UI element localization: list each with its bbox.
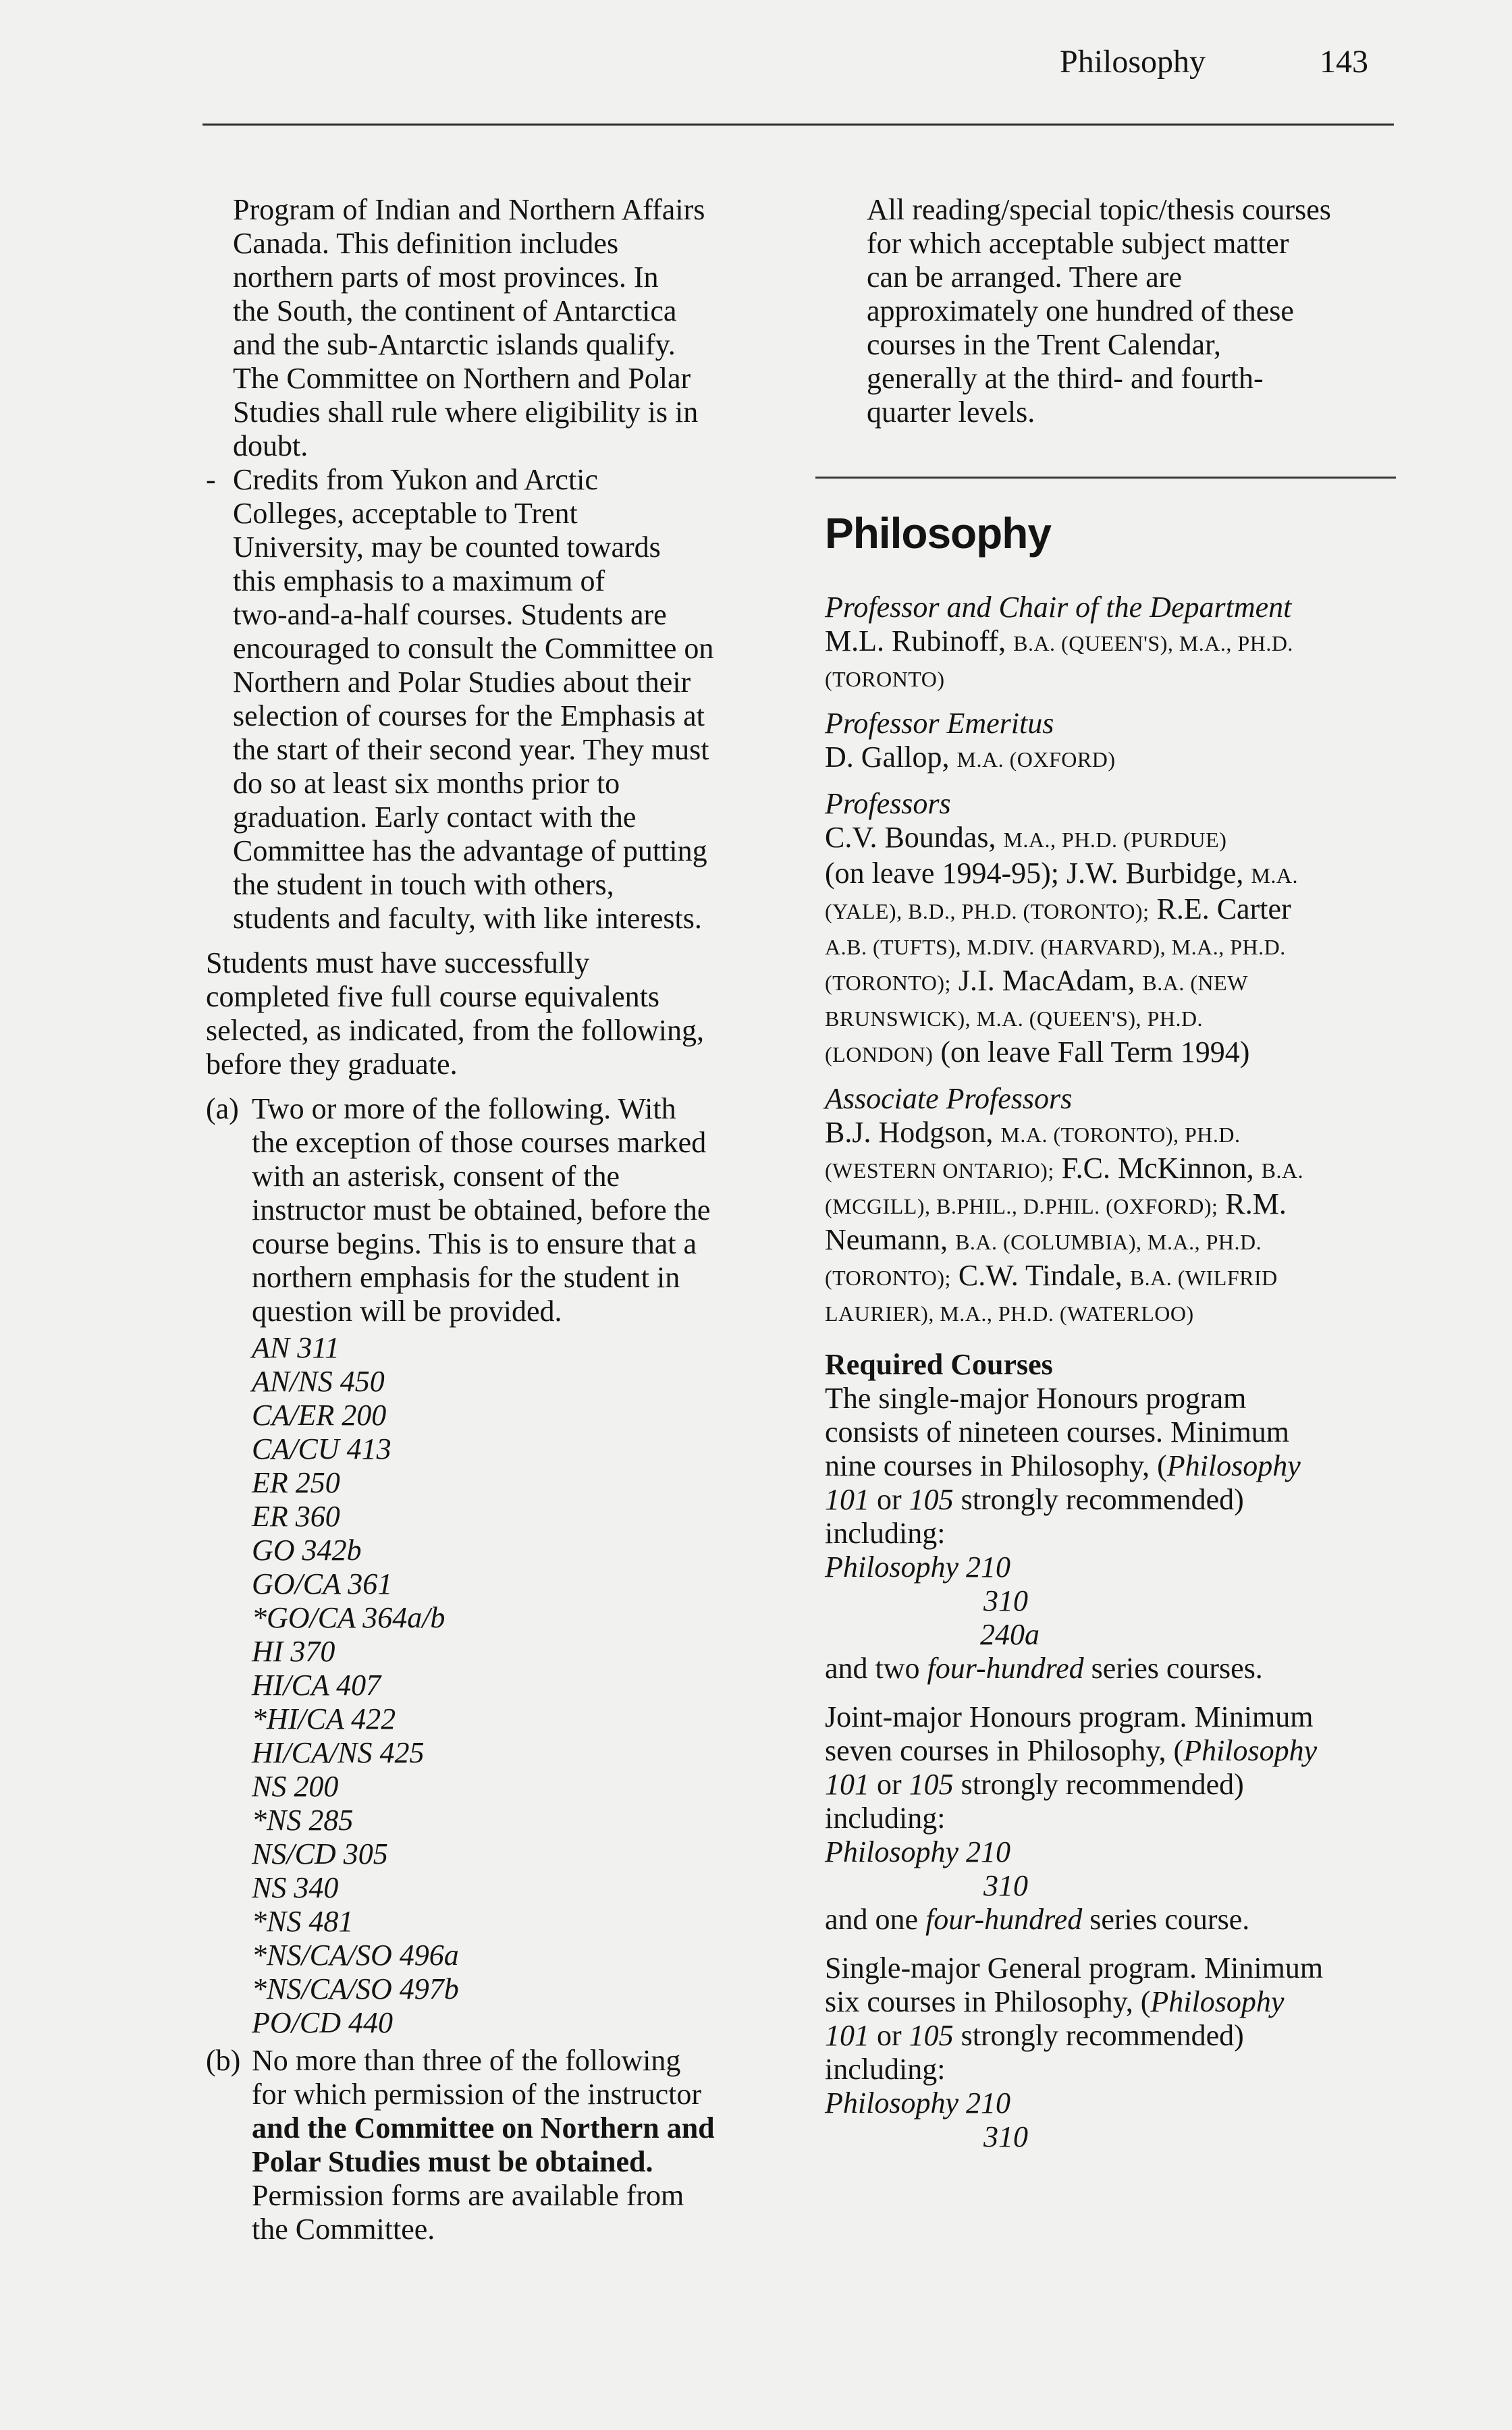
degree: (WESTERN ONTARIO); <box>825 1158 1054 1183</box>
course-code: *NS 481 <box>252 1905 354 1938</box>
faculty-line <box>825 1295 1392 1330</box>
text-line: selection of courses for the Emphasis at <box>233 699 705 732</box>
text-line: graduation. Early contact with the <box>233 801 637 834</box>
running-header-title: Philosophy <box>1060 44 1206 80</box>
text-line: 101 or 105 strongly recommended) <box>825 1768 1244 1801</box>
course-code: *NS/CA/SO 497b <box>252 1972 459 2005</box>
text-line: courses in the Trent Calendar, <box>867 328 1221 361</box>
text-line: before they graduate. <box>206 1048 458 1081</box>
text-line: and the Committee on Northern and <box>252 2111 715 2144</box>
text-line: completed five full course equivalents <box>206 980 659 1013</box>
text-line: Committee has the advantage of putting <box>233 834 707 867</box>
text-line: seven courses in Philosophy, (Philosophy <box>825 1734 1318 1767</box>
text-line: 101 or 105 strongly recommended) <box>825 1483 1244 1516</box>
text-line: doubt. <box>233 429 308 462</box>
text-line: the exception of those courses marked <box>252 1126 707 1159</box>
text-line: University, may be counted towards <box>233 531 661 564</box>
course-code: HI 370 <box>252 1635 335 1668</box>
degree: A.B. (TUFTS), M.DIV. (HARVARD), M.A., PH.D. <box>825 935 1286 959</box>
faculty-line <box>825 892 1392 928</box>
degree: (YALE), B.D., PH.D. (TORONTO); <box>825 899 1150 923</box>
degree: B.A. <box>1261 1158 1304 1183</box>
rank-heading: Associate Professors <box>825 1082 1073 1115</box>
rank-heading: Professor Emeritus <box>825 707 1054 740</box>
text-line: consists of nineteen courses. Minimum <box>825 1415 1290 1449</box>
item-b <box>206 2044 786 2246</box>
faculty-line <box>825 964 1392 1000</box>
text-line: this emphasis to a maximum of <box>233 564 605 597</box>
degree: B.A. (QUEEN'S), M.A., PH.D. <box>1013 631 1293 655</box>
course-list <box>252 1331 786 2040</box>
degree: (TORONTO); <box>825 971 951 995</box>
faculty-name: J.I. MacAdam, <box>958 964 1135 997</box>
text-line: Colleges, acceptable to Trent <box>233 497 578 530</box>
course-line: Philosophy 210 <box>825 2086 1010 2120</box>
joint-major-honours <box>825 1700 1392 1937</box>
course-code: *NS/CA/SO 496a <box>252 1939 459 1972</box>
degree: (LONDON) <box>825 1042 934 1066</box>
degree: B.A. (WILFRID <box>1129 1266 1278 1290</box>
course-code: AN/NS 450 <box>252 1365 385 1398</box>
left-column <box>206 193 786 2246</box>
course-line: 310 <box>983 1584 1028 1617</box>
single-major-honours <box>825 1382 1392 1685</box>
faculty-line <box>825 1259 1392 1295</box>
degree: B.A. (COLUMBIA), M.A., PH.D. <box>955 1230 1262 1254</box>
faculty-name: F.C. McKinnon, <box>1061 1152 1254 1185</box>
course-line: Philosophy 210 <box>825 1835 1010 1868</box>
text-line: with an asterisk, consent of the <box>252 1160 620 1193</box>
text-line: Credits from Yukon and Arctic <box>233 463 598 496</box>
text-line: approximately one hundred of these <box>867 294 1294 327</box>
requirements-paragraph <box>206 946 786 1081</box>
text-line: northern parts of most provinces. In <box>233 261 659 294</box>
faculty-line <box>825 928 1392 964</box>
text-line: for which acceptable subject matter <box>867 227 1289 260</box>
text-line: course begins. This is to ensure that a <box>252 1227 697 1260</box>
course-line: Philosophy 210 <box>825 1550 1010 1584</box>
section-rule <box>815 477 1396 479</box>
text-line: and one four-hundred series course. <box>825 1903 1250 1936</box>
degree: (TORONTO); <box>825 1266 951 1290</box>
course-code: *NS 285 <box>252 1804 354 1837</box>
faculty-line <box>825 1152 1392 1187</box>
text-line: the Committee. <box>252 2213 435 2246</box>
degree: M.A., PH.D. (PURDUE) <box>1003 828 1227 852</box>
faculty-line <box>825 1000 1392 1035</box>
faculty-name: C.W. Tindale, <box>958 1259 1123 1292</box>
single-major-general <box>825 1951 1392 2154</box>
degree: (TORONTO) <box>825 667 945 691</box>
text-line: quarter levels. <box>867 396 1035 429</box>
faculty-line <box>825 857 1392 892</box>
faculty-list <box>825 591 1392 1330</box>
faculty-line <box>825 1116 1392 1152</box>
text-line: do so at least six months prior to <box>233 767 620 800</box>
faculty-line <box>825 1187 1392 1223</box>
faculty-name: Neumann, <box>825 1223 948 1256</box>
course-code: ER 360 <box>252 1500 340 1533</box>
course-code: HI/CA 407 <box>252 1669 381 1702</box>
faculty-line <box>825 624 1392 660</box>
text-line: and two four-hundred series courses. <box>825 1652 1263 1685</box>
text-line: encouraged to consult the Committee on <box>233 632 714 665</box>
text-line: instructor must be obtained, before the <box>252 1193 711 1226</box>
text-line: including: <box>825 1517 946 1550</box>
required-courses-heading: Required Courses <box>825 1348 1053 1381</box>
course-line: 310 <box>983 2120 1028 2153</box>
faculty-name: R.M. <box>1225 1187 1287 1220</box>
course-code: NS 200 <box>252 1770 339 1803</box>
faculty-line <box>825 1223 1392 1259</box>
header-rule <box>202 124 1394 126</box>
text-line: six courses in Philosophy, (Philosophy <box>825 1985 1285 2018</box>
text-line: Two or more of the following. With <box>252 1092 676 1125</box>
faculty-text: (on leave 1994-95); J.W. Burbidge, <box>825 857 1244 890</box>
text-line: Studies shall rule where eligibility is in <box>233 396 699 429</box>
faculty-name: M.L. Rubinoff, <box>825 624 1006 657</box>
course-code: PO/CD 440 <box>252 2006 393 2039</box>
text-line: can be arranged. There are <box>867 261 1182 294</box>
eligibility-paragraph <box>206 193 786 463</box>
text-line: Northern and Polar Studies about their <box>233 666 691 699</box>
course-code: NS/CD 305 <box>252 1837 388 1870</box>
text-line: two-and-a-half courses. Students are <box>233 598 667 631</box>
text-line: the start of their second year. They must <box>233 733 709 766</box>
faculty-line <box>825 740 1392 776</box>
degree: (MCGILL), B.PHIL., D.PHIL. (OXFORD); <box>825 1194 1218 1218</box>
text-line: The Committee on Northern and Polar <box>233 362 691 395</box>
credits-bullet <box>206 463 786 936</box>
course-line: 310 <box>983 1869 1028 1902</box>
course-code: GO/CA 361 <box>252 1567 393 1600</box>
course-code: AN 311 <box>252 1331 340 1364</box>
text-line: Single-major General program. Minimum <box>825 1951 1324 1985</box>
degree: M.A. <box>1251 863 1298 888</box>
dash-marker: - <box>206 463 216 496</box>
degree: M.A. (TORONTO), PH.D. <box>1000 1123 1241 1147</box>
text-line: generally at the third- and fourth- <box>867 362 1264 395</box>
text-line: nine courses in Philosophy, (Philosophy <box>825 1449 1301 1482</box>
course-code: NS 340 <box>252 1871 339 1904</box>
course-code: ER 250 <box>252 1466 340 1499</box>
degree: BRUNSWICK), M.A. (QUEEN'S), PH.D. <box>825 1006 1204 1031</box>
course-code: HI/CA/NS 425 <box>252 1736 425 1769</box>
section-title: Philosophy <box>825 509 1051 558</box>
course-code: *GO/CA 364a/b <box>252 1601 446 1634</box>
course-code: CA/ER 200 <box>252 1399 387 1432</box>
text-line: Joint-major Honours program. Minimum <box>825 1700 1314 1733</box>
faculty-name: B.J. Hodgson, <box>825 1116 994 1149</box>
degree: M.A. (OXFORD) <box>956 747 1116 772</box>
rank-heading: Professors <box>825 787 951 820</box>
text-line: Program of Indian and Northern Affairs <box>233 193 705 226</box>
text-line: Permission forms are available from <box>252 2179 684 2212</box>
course-code: *HI/CA 422 <box>252 1702 396 1735</box>
page-number: 143 <box>1320 44 1368 80</box>
faculty-name: D. Gallop, <box>825 740 950 774</box>
right-column <box>825 193 1392 2154</box>
text-line: No more than three of the following <box>252 2044 681 2077</box>
course-code: CA/CU 413 <box>252 1432 392 1465</box>
faculty-line <box>825 1035 1392 1071</box>
course-line: 240a <box>980 1618 1040 1651</box>
text-line: The single-major Honours program <box>825 1382 1247 1415</box>
reading-courses-paragraph <box>825 193 1392 429</box>
faculty-name: C.V. Boundas, <box>825 821 996 854</box>
item-letter: (b) <box>206 2044 241 2077</box>
item-letter: (a) <box>206 1092 239 1125</box>
degree: LAURIER), M.A., PH.D. (WATERLOO) <box>825 1301 1194 1326</box>
faculty-name: R.E. Carter <box>1156 892 1291 925</box>
text-line: selected, as indicated, from the following, <box>206 1014 704 1047</box>
text-line: students and faculty, with like interests. <box>233 902 702 935</box>
text-line: the student in touch with others, <box>233 868 614 901</box>
text-line: All reading/special topic/thesis courses <box>867 193 1331 226</box>
faculty-text: (on leave Fall Term 1994) <box>940 1035 1250 1069</box>
text-line: 101 or 105 strongly recommended) <box>825 2019 1244 2052</box>
item-a <box>206 1092 786 2040</box>
text-line: Polar Studies must be obtained. <box>252 2145 653 2178</box>
text-line: and the sub-Antarctic islands qualify. <box>233 328 676 361</box>
degree: B.A. (NEW <box>1142 971 1248 995</box>
text-line: northern emphasis for the student in <box>252 1261 680 1294</box>
text-line: for which permission of the instructor <box>252 2078 701 2111</box>
faculty-line <box>825 821 1392 857</box>
text-line: the South, the continent of Antarctica <box>233 294 677 327</box>
text-line: including: <box>825 1802 946 1835</box>
rank-heading: Professor and Chair of the Department <box>825 591 1292 624</box>
text-line: Canada. This definition includes <box>233 227 619 260</box>
text-line: question will be provided. <box>252 1295 562 1328</box>
text-line: Students must have successfully <box>206 946 590 979</box>
course-code: GO 342b <box>252 1534 362 1567</box>
text-line: including: <box>825 2053 946 2086</box>
